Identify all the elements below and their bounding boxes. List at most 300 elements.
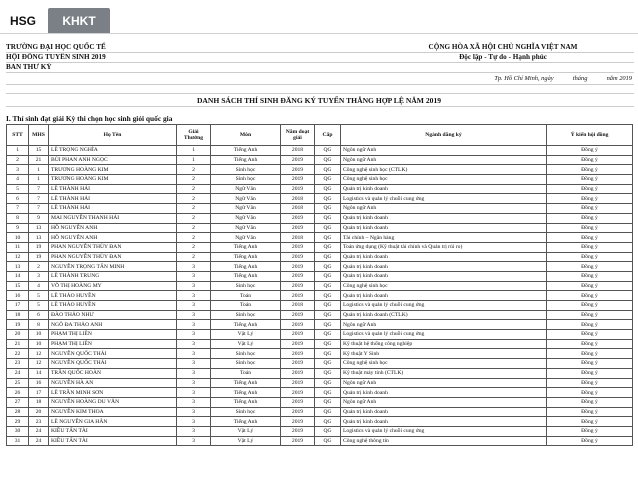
table-row	[7, 194, 633, 204]
cell-decision: Đồng ý	[547, 223, 633, 233]
cell-subject: Tiếng Anh	[211, 252, 281, 262]
cell-subject: Tiếng Anh	[211, 155, 281, 165]
cell-level: QG	[315, 213, 341, 223]
column-header: Cấp	[315, 125, 341, 146]
cell-year: 2019	[281, 397, 315, 407]
cell-award: 3	[177, 417, 211, 427]
cell-award: 1	[177, 155, 211, 165]
cell-subject: Ngữ Văn	[211, 233, 281, 243]
cell-name: VÕ THỊ HOÀNG MY	[49, 281, 177, 291]
cell-decision: Đồng ý	[547, 165, 633, 175]
cell-level: QG	[315, 301, 341, 311]
cell-level: QG	[315, 388, 341, 398]
cell-year: 2019	[281, 281, 315, 291]
cell-name: HỒ NGUYỄN ANH	[49, 223, 177, 233]
cell-name: PHẠM THỊ LIÊN	[49, 339, 177, 349]
cell-major: Công nghệ sinh học	[341, 359, 547, 369]
cell-stt: 20	[7, 330, 29, 340]
table-row	[7, 242, 633, 252]
cell-name: NGUYỄN QUỐC THÁI	[49, 359, 177, 369]
cell-major: Ngôn ngữ Anh	[341, 204, 547, 214]
cell-decision: Đồng ý	[547, 378, 633, 388]
table-row	[7, 146, 633, 156]
cell-subject: Ngữ Văn	[211, 204, 281, 214]
cell-major: Ngôn ngữ Anh	[341, 397, 547, 407]
cell-level: QG	[315, 233, 341, 243]
cell-award: 2	[177, 194, 211, 204]
cell-name: LÊ THẢO HUYỀN	[49, 291, 177, 301]
cell-mhs: 16	[29, 378, 49, 388]
cell-subject: Tiếng Anh	[211, 397, 281, 407]
cell-level: QG	[315, 359, 341, 369]
table-row	[7, 301, 633, 311]
cell-level: QG	[315, 252, 341, 262]
cell-subject: Sinh học	[211, 175, 281, 185]
cell-decision: Đồng ý	[547, 359, 633, 369]
cell-name: TRẦN QUỐC HOÀN	[49, 368, 177, 378]
cell-year: 2019	[281, 368, 315, 378]
country-name: CỘNG HÒA XÃ HỘI CHỦ NGHĨA VIỆT NAM	[428, 43, 578, 51]
cell-stt: 15	[7, 281, 29, 291]
cell-decision: Đồng ý	[547, 155, 633, 165]
cell-award: 3	[177, 262, 211, 272]
cell-decision: Đồng ý	[547, 417, 633, 427]
cell-subject: Ngữ Văn	[211, 213, 281, 223]
cell-name: HỒ NGUYỄN ANH	[49, 233, 177, 243]
section-heading: I. Thí sinh đạt giải Kỳ thi chọn học sinh giỏi quốc gia	[6, 114, 173, 123]
cell-level: QG	[315, 291, 341, 301]
document-title: DANH SÁCH THÍ SINH ĐĂNG KÝ TUYỂN THẲNG HỢP LỆ NĂM 2019	[196, 96, 442, 105]
cell-year: 2019	[281, 184, 315, 194]
table-row	[7, 213, 633, 223]
cell-level: QG	[315, 330, 341, 340]
table-row	[7, 368, 633, 378]
cell-year: 2019	[281, 349, 315, 359]
cell-decision: Đồng ý	[547, 194, 633, 204]
cell-major: Logistics và quản lý chuỗi cung ứng	[341, 194, 547, 204]
cell-level: QG	[315, 426, 341, 436]
cell-award: 3	[177, 359, 211, 369]
secretariat-name: BAN THƯ KÝ	[6, 63, 52, 71]
cell-mhs: 2	[29, 262, 49, 272]
cell-decision: Đồng ý	[547, 146, 633, 156]
cell-subject: Ngữ Văn	[211, 184, 281, 194]
cell-level: QG	[315, 204, 341, 214]
cell-level: QG	[315, 407, 341, 417]
cell-stt: 5	[7, 184, 29, 194]
cell-year: 2019	[281, 436, 315, 446]
cell-subject: Vật Lý	[211, 436, 281, 446]
cell-subject: Toán	[211, 368, 281, 378]
cell-award: 1	[177, 146, 211, 156]
cell-year: 2019	[281, 426, 315, 436]
cell-mhs: 13	[29, 233, 49, 243]
table-row	[7, 320, 633, 330]
national-motto: Độc lập - Tự do - Hạnh phúc	[459, 53, 547, 61]
cell-stt: 4	[7, 175, 29, 185]
cell-mhs: 20	[29, 407, 49, 417]
cell-decision: Đồng ý	[547, 397, 633, 407]
cell-subject: Vật Lý	[211, 339, 281, 349]
cell-level: QG	[315, 349, 341, 359]
cell-level: QG	[315, 242, 341, 252]
cell-level: QG	[315, 146, 341, 156]
cell-subject: Tiếng Anh	[211, 320, 281, 330]
cell-mhs: 7	[29, 184, 49, 194]
cell-level: QG	[315, 436, 341, 446]
cell-stt: 11	[7, 242, 29, 252]
cell-level: QG	[315, 281, 341, 291]
cell-award: 2	[177, 252, 211, 262]
cell-name: TRƯƠNG HOÀNG KIM	[49, 165, 177, 175]
cell-decision: Đồng ý	[547, 301, 633, 311]
cell-mhs: 10	[29, 330, 49, 340]
cell-decision: Đồng ý	[547, 213, 633, 223]
cell-name: LÊ THÀNH HẢI	[49, 194, 177, 204]
table-row	[7, 262, 633, 272]
cell-name: LÊ THẢO HUYỀN	[49, 301, 177, 311]
cell-subject: Sinh học	[211, 359, 281, 369]
cell-mhs: 7	[29, 204, 49, 214]
cell-year: 2019	[281, 213, 315, 223]
cell-name: ĐÀO THẢO NHƯ	[49, 310, 177, 320]
cell-award: 2	[177, 223, 211, 233]
table-row	[7, 175, 633, 185]
cell-major: Ngôn ngữ Anh	[341, 146, 547, 156]
cell-decision: Đồng ý	[547, 368, 633, 378]
cell-award: 3	[177, 320, 211, 330]
cell-name: LÊ TRẦN MINH SƠN	[49, 388, 177, 398]
cell-major: Ngôn ngữ Anh	[341, 155, 547, 165]
cell-award: 3	[177, 301, 211, 311]
column-header: Ngành đăng ký	[341, 125, 547, 146]
cell-major: Quản trị kinh doanh (CTLK)	[341, 310, 547, 320]
cell-name: NGUYỄN HÀ AN	[49, 378, 177, 388]
cell-decision: Đồng ý	[547, 252, 633, 262]
cell-level: QG	[315, 165, 341, 175]
cell-decision: Đồng ý	[547, 407, 633, 417]
cell-decision: Đồng ý	[547, 242, 633, 252]
table-row	[7, 291, 633, 301]
cell-subject: Vật Lý	[211, 426, 281, 436]
cell-subject: Sinh học	[211, 349, 281, 359]
column-header: Ý kiến hội đồng	[547, 125, 633, 146]
cell-award: 3	[177, 378, 211, 388]
cell-name: LÊ THÀNH HẢI	[49, 204, 177, 214]
cell-year: 2018	[281, 233, 315, 243]
cell-name: NGUYỄN HOÀNG DU VĂN	[49, 397, 177, 407]
cell-stt: 30	[7, 426, 29, 436]
cell-mhs: 12	[29, 359, 49, 369]
cell-year: 2019	[281, 223, 315, 233]
table-row	[7, 281, 633, 291]
cell-award: 3	[177, 339, 211, 349]
cell-name: PHẠM THỊ LIÊN	[49, 330, 177, 340]
cell-level: QG	[315, 175, 341, 185]
table-row	[7, 436, 633, 446]
cell-stt: 17	[7, 301, 29, 311]
cell-mhs: 19	[29, 252, 49, 262]
cell-award: 3	[177, 397, 211, 407]
cell-mhs: 8	[29, 320, 49, 330]
column-header: MHS	[29, 125, 49, 146]
cell-stt: 12	[7, 252, 29, 262]
cell-award: 2	[177, 204, 211, 214]
cell-major: Công nghệ thông tin	[341, 436, 547, 446]
cell-award: 3	[177, 281, 211, 291]
cell-year: 2018	[281, 146, 315, 156]
cell-award: 2	[177, 213, 211, 223]
cell-major: Ngôn ngữ Anh	[341, 378, 547, 388]
cell-award: 3	[177, 407, 211, 417]
cell-major: Kỹ thuật hệ thống công nghiệp	[341, 339, 547, 349]
date-line	[494, 75, 632, 82]
cell-major: Công nghệ sinh học	[341, 281, 547, 291]
cell-award: 3	[177, 271, 211, 281]
table-row	[7, 271, 633, 281]
cell-major: Quản trị kinh doanh	[341, 271, 547, 281]
column-header: Năm đoạt giải	[281, 125, 315, 146]
candidate-table	[6, 124, 633, 446]
cell-name: PHAN NGUYỄN THÙY ĐAN	[49, 252, 177, 262]
cell-mhs: 21	[29, 155, 49, 165]
table-row	[7, 426, 633, 436]
table-row	[7, 388, 633, 398]
national-header	[378, 43, 628, 63]
cell-stt: 29	[7, 417, 29, 427]
cell-mhs: 24	[29, 436, 49, 446]
cell-name: LÊ THÀNH TRUNG	[49, 271, 177, 281]
cell-stt: 2	[7, 155, 29, 165]
table-row	[7, 165, 633, 175]
cell-name: TRƯƠNG HOÀNG KIM	[49, 175, 177, 185]
cell-mhs: 13	[29, 223, 49, 233]
cell-level: QG	[315, 378, 341, 388]
cell-level: QG	[315, 397, 341, 407]
table-row	[7, 339, 633, 349]
cell-stt: 31	[7, 436, 29, 446]
cell-mhs: 17	[29, 388, 49, 398]
table-row	[7, 310, 633, 320]
cell-decision: Đồng ý	[547, 339, 633, 349]
cell-stt: 21	[7, 339, 29, 349]
table-row	[7, 378, 633, 388]
cell-decision: Đồng ý	[547, 310, 633, 320]
table-row	[7, 155, 633, 165]
cell-stt: 18	[7, 310, 29, 320]
cell-mhs: 24	[29, 426, 49, 436]
column-header: STT	[7, 125, 29, 146]
cell-year: 2019	[281, 165, 315, 175]
cell-award: 2	[177, 165, 211, 175]
cell-subject: Ngữ Văn	[211, 194, 281, 204]
cell-major: Logistics và quản lý chuỗi cung ứng	[341, 330, 547, 340]
cell-subject: Vật Lý	[211, 330, 281, 340]
cell-award: 2	[177, 233, 211, 243]
tab-divider	[0, 33, 638, 34]
cell-subject: Toán	[211, 301, 281, 311]
cell-level: QG	[315, 339, 341, 349]
cell-year: 2019	[281, 407, 315, 417]
cell-year: 2019	[281, 291, 315, 301]
date-year: năm 2019	[606, 75, 632, 82]
cell-mhs: 1	[29, 165, 49, 175]
cell-award: 3	[177, 426, 211, 436]
cell-stt: 9	[7, 223, 29, 233]
cell-stt: 8	[7, 213, 29, 223]
table-row	[7, 252, 633, 262]
cell-major: Quản trị kinh doanh	[341, 407, 547, 417]
cell-stt: 7	[7, 204, 29, 214]
cell-level: QG	[315, 320, 341, 330]
table-row	[7, 349, 633, 359]
cell-decision: Đồng ý	[547, 330, 633, 340]
cell-decision: Đồng ý	[547, 271, 633, 281]
cell-mhs: 5	[29, 301, 49, 311]
table-row	[7, 223, 633, 233]
cell-subject: Tiếng Anh	[211, 388, 281, 398]
column-header: Giải Thưởng	[177, 125, 211, 146]
sheet-gridline	[6, 84, 634, 85]
table-row	[7, 397, 633, 407]
cell-mhs: 1	[29, 175, 49, 185]
cell-major: Toán ứng dụng (Kỹ thuật tài chính và Quản trị rủi ro)	[341, 242, 547, 252]
cell-year: 2018	[281, 194, 315, 204]
cell-mhs: 5	[29, 291, 49, 301]
table-header-row	[7, 125, 633, 146]
cell-level: QG	[315, 184, 341, 194]
column-header: Môn	[211, 125, 281, 146]
cell-subject: Sinh học	[211, 281, 281, 291]
date-month: tháng	[572, 75, 588, 82]
cell-decision: Đồng ý	[547, 320, 633, 330]
date-place: Tp. Hồ Chí Minh, ngày	[494, 75, 554, 82]
cell-year: 2019	[281, 242, 315, 252]
column-header: Họ Tên	[49, 125, 177, 146]
cell-year: 2019	[281, 252, 315, 262]
cell-subject: Tiếng Anh	[211, 271, 281, 281]
cell-decision: Đồng ý	[547, 281, 633, 291]
cell-year: 2019	[281, 378, 315, 388]
cell-year: 2019	[281, 175, 315, 185]
cell-major: Quản trị kinh doanh	[341, 291, 547, 301]
cell-year: 2019	[281, 320, 315, 330]
cell-stt: 19	[7, 320, 29, 330]
cell-subject: Tiếng Anh	[211, 146, 281, 156]
cell-subject: Sinh học	[211, 407, 281, 417]
sheet-gridline	[6, 106, 634, 107]
table-row	[7, 233, 633, 243]
cell-subject: Ngữ Văn	[211, 223, 281, 233]
cell-year: 2019	[281, 339, 315, 349]
cell-stt: 22	[7, 349, 29, 359]
cell-decision: Đồng ý	[547, 262, 633, 272]
cell-decision: Đồng ý	[547, 175, 633, 185]
cell-award: 3	[177, 349, 211, 359]
cell-stt: 13	[7, 262, 29, 272]
cell-major: Quản trị kinh doanh	[341, 262, 547, 272]
cell-year: 2018	[281, 301, 315, 311]
tab-hsg[interactable]: HSG	[0, 8, 46, 34]
cell-major: Logistics và quản lý chuỗi cung ứng	[341, 426, 547, 436]
cell-name: LÊ TRỌNG NGHĨA	[49, 146, 177, 156]
cell-stt: 3	[7, 165, 29, 175]
cell-major: Quản trị kinh doanh	[341, 388, 547, 398]
cell-year: 2019	[281, 155, 315, 165]
cell-level: QG	[315, 271, 341, 281]
cell-name: LÊ NGUYỄN GIA HÂN	[49, 417, 177, 427]
cell-major: Kỹ thuật Y Sinh	[341, 349, 547, 359]
cell-name: PHAN NGUYỄN THÙY ĐAN	[49, 242, 177, 252]
cell-subject: Tiếng Anh	[211, 262, 281, 272]
cell-subject: Sinh học	[211, 310, 281, 320]
institution-header	[6, 43, 106, 73]
cell-mhs: 15	[29, 146, 49, 156]
cell-year: 2019	[281, 271, 315, 281]
cell-decision: Đồng ý	[547, 204, 633, 214]
table-row	[7, 407, 633, 417]
cell-name: NGUYỄN KIM THOA	[49, 407, 177, 417]
cell-name: LÊ THÀNH HẢI	[49, 184, 177, 194]
sheet-gridline	[6, 52, 634, 53]
cell-year: 2019	[281, 310, 315, 320]
cell-award: 3	[177, 310, 211, 320]
cell-stt: 23	[7, 359, 29, 369]
cell-major: Quản trị kinh doanh	[341, 223, 547, 233]
cell-stt: 10	[7, 233, 29, 243]
cell-subject: Toán	[211, 291, 281, 301]
cell-decision: Đồng ý	[547, 291, 633, 301]
cell-stt: 26	[7, 388, 29, 398]
cell-award: 3	[177, 330, 211, 340]
sheet-gridline	[6, 93, 634, 94]
cell-name: MAI NGUYỄN THANH HẢI	[49, 213, 177, 223]
cell-year: 2019	[281, 417, 315, 427]
tab-khkt[interactable]: KHKT	[48, 8, 110, 34]
cell-mhs: 10	[29, 339, 49, 349]
cell-level: QG	[315, 368, 341, 378]
cell-mhs: 9	[29, 213, 49, 223]
cell-stt: 24	[7, 368, 29, 378]
cell-major: Quản trị kinh doanh	[341, 417, 547, 427]
cell-major: Quản trị kinh doanh	[341, 252, 547, 262]
cell-major: Logistics và quản lý chuỗi cung ứng	[341, 301, 547, 311]
table-row	[7, 204, 633, 214]
table-body	[7, 146, 633, 446]
cell-major: Quản trị kinh doanh	[341, 213, 547, 223]
cell-name: NGUYỄN TRỌNG TẤN MINH	[49, 262, 177, 272]
table-row	[7, 417, 633, 427]
cell-mhs: 23	[29, 417, 49, 427]
university-name: TRƯỜNG ĐẠI HỌC QUỐC TẾ	[6, 43, 106, 51]
cell-year: 2019	[281, 388, 315, 398]
cell-award: 3	[177, 388, 211, 398]
table-row	[7, 184, 633, 194]
cell-major: Quản trị kinh doanh	[341, 184, 547, 194]
council-name: HỘI ĐỒNG TUYỂN SINH 2019	[6, 53, 106, 61]
cell-award: 3	[177, 291, 211, 301]
cell-decision: Đồng ý	[547, 233, 633, 243]
cell-stt: 16	[7, 291, 29, 301]
cell-major: Ngôn ngữ Anh	[341, 320, 547, 330]
cell-level: QG	[315, 223, 341, 233]
cell-stt: 28	[7, 407, 29, 417]
cell-year: 2019	[281, 330, 315, 340]
table-row	[7, 330, 633, 340]
cell-subject: Tiếng Anh	[211, 242, 281, 252]
cell-year: 2018	[281, 204, 315, 214]
cell-subject: Sinh học	[211, 165, 281, 175]
